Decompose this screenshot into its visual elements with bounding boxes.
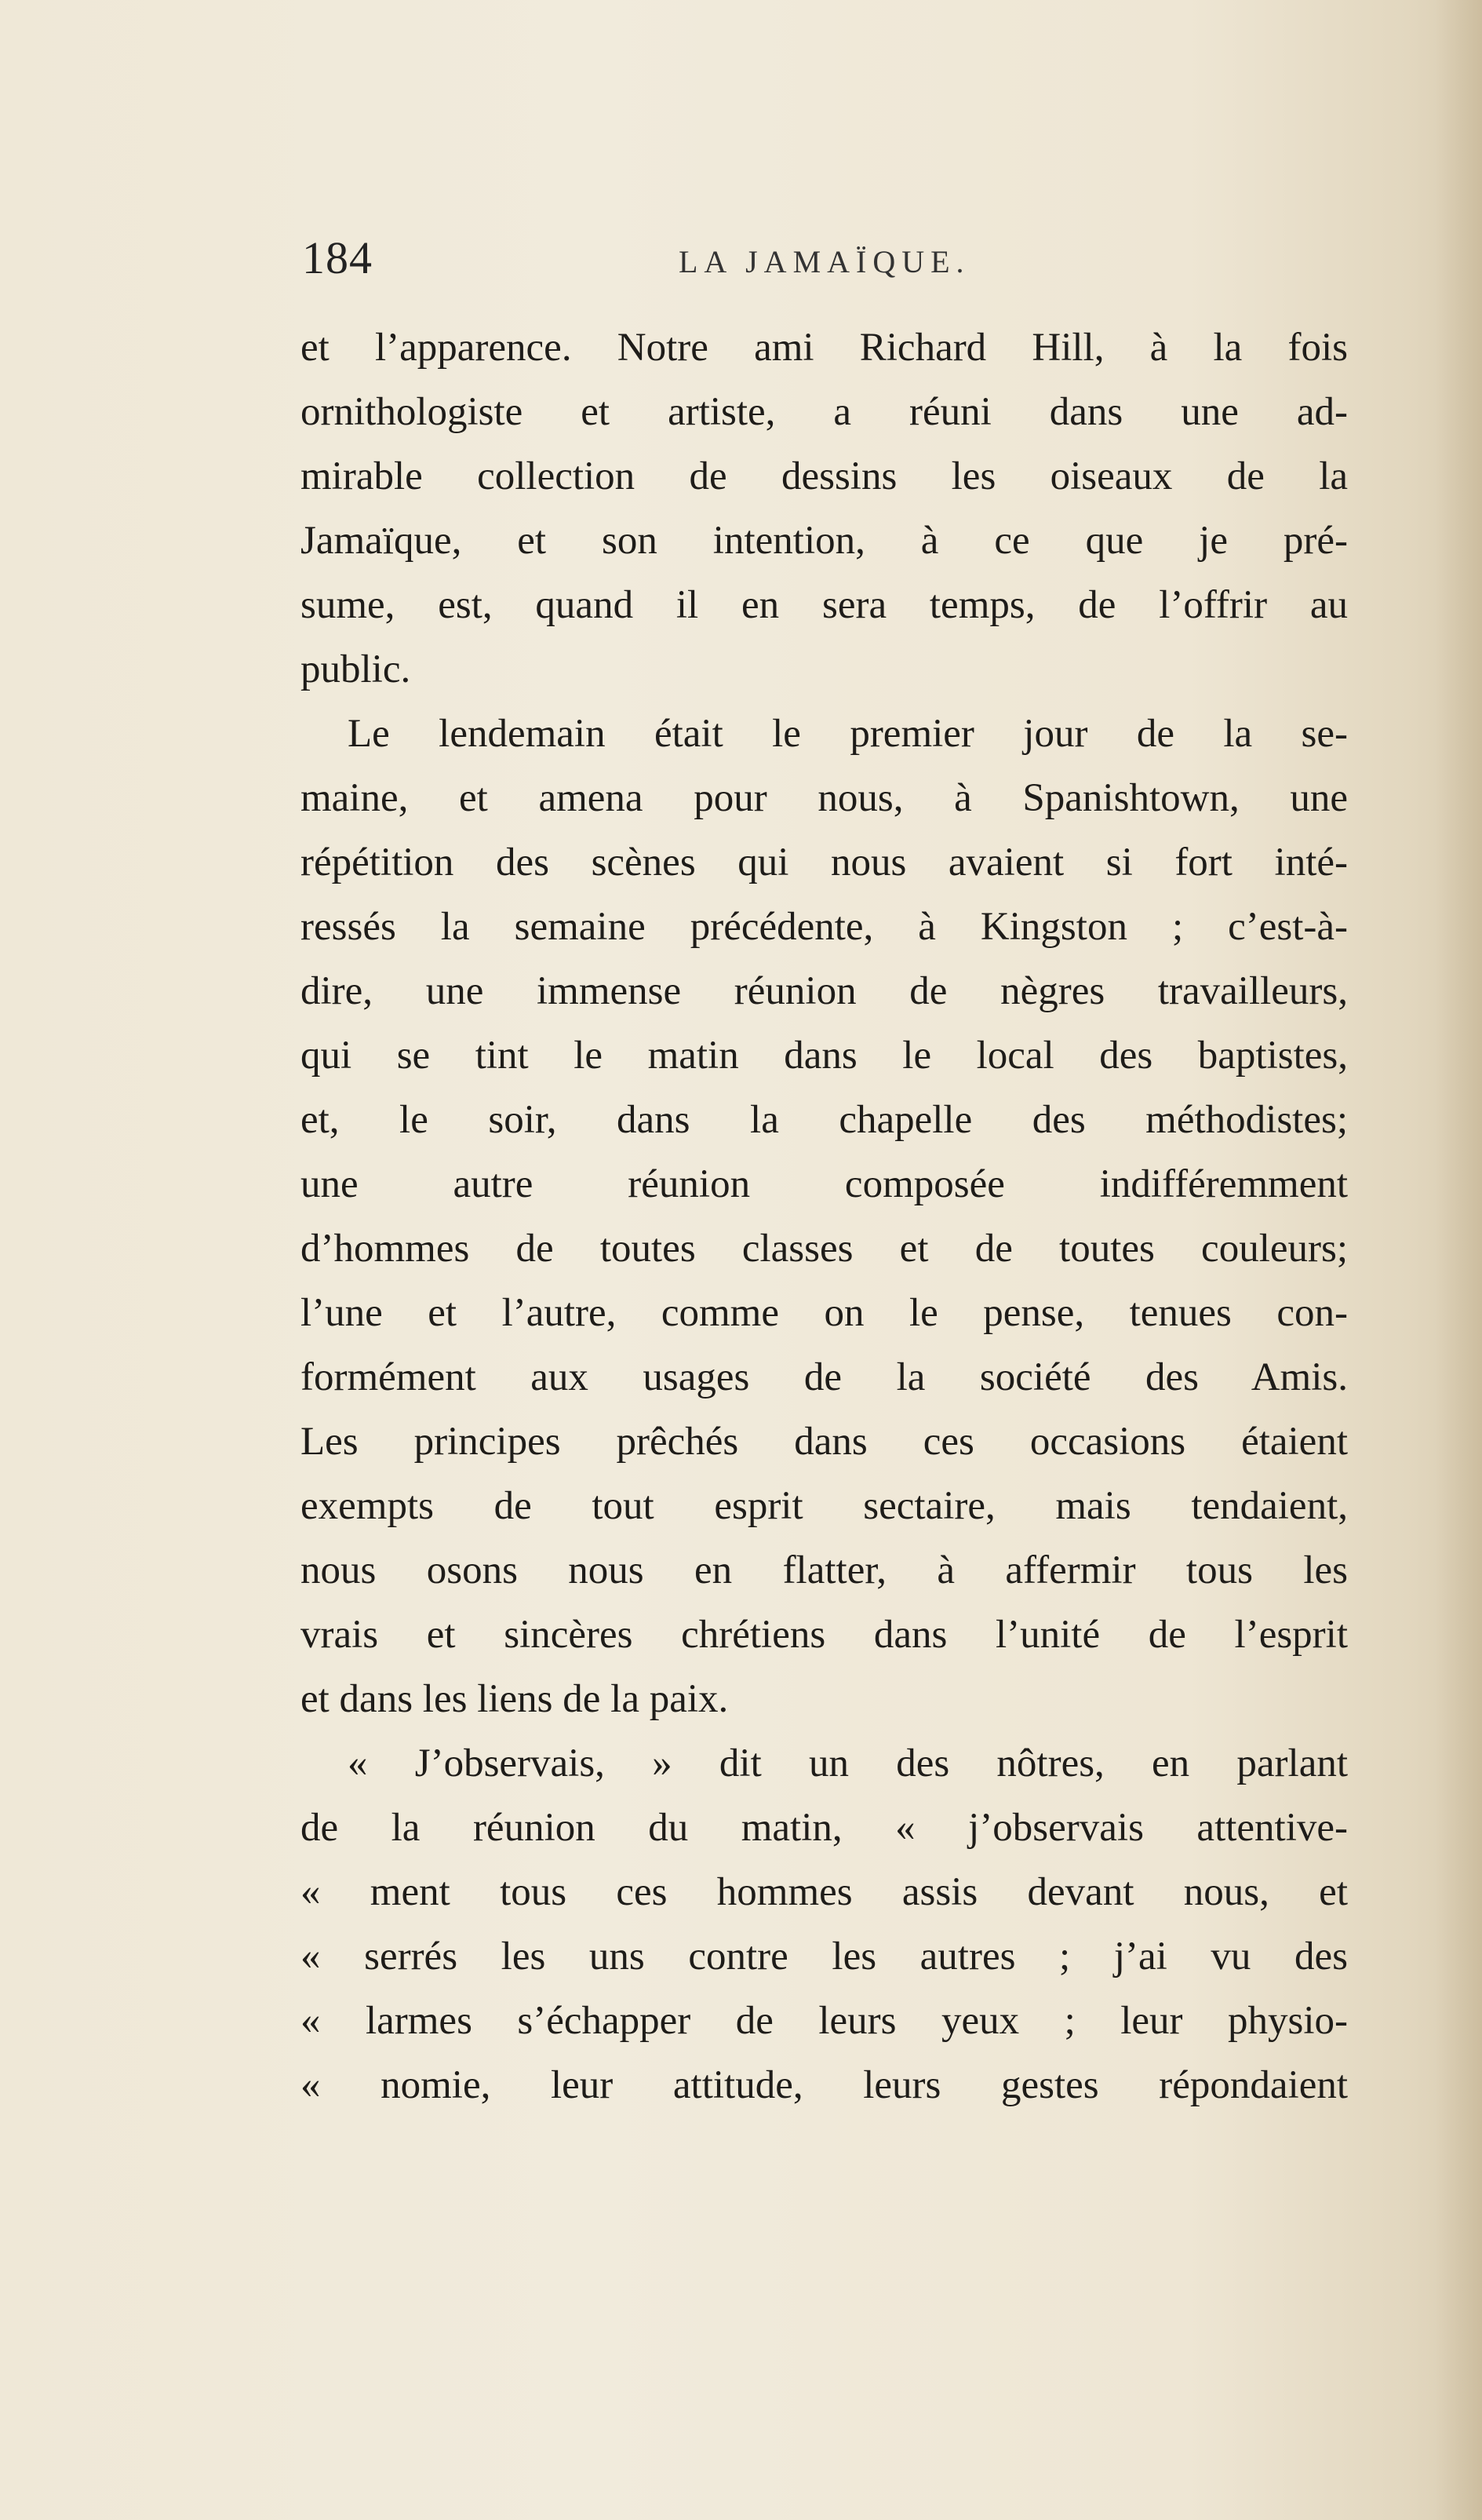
- text-line: Jamaïque, et son intention, à ce que je pré-: [300, 519, 1348, 563]
- text-line: « ment tous ces hommes assis devant nous, et: [300, 1870, 1348, 1914]
- page-edge-shadow: [1435, 0, 1482, 2520]
- page-number: 184: [302, 232, 373, 283]
- body-text: [300, 315, 1348, 2117]
- text-line: « nomie, leur attitude, leurs gestes répondaient: [300, 2063, 1348, 2107]
- text-line: une autre réunion composée indifféremment: [300, 1162, 1348, 1206]
- text-line: formément aux usages de la société des Amis.: [300, 1355, 1348, 1399]
- text-line: et l’apparence. Notre ami Richard Hill, à la fois: [300, 326, 1348, 370]
- text-line: vrais et sincères chrétiens dans l’unité de l’esprit: [300, 1613, 1348, 1657]
- text-line: public.: [300, 647, 411, 691]
- text-line: mirable collection de dessins les oiseaux de la: [300, 454, 1348, 498]
- running-title: LA JAMAÏQUE.: [679, 244, 970, 279]
- text-line: et dans les liens de la paix.: [300, 1677, 729, 1721]
- text-line: et, le soir, dans la chapelle des méthodistes;: [300, 1098, 1348, 1142]
- text-line: « J’observais, » dit un des nôtres, en parlant: [348, 1741, 1348, 1785]
- text-line: de la réunion du matin, « j’observais attentive-: [300, 1806, 1348, 1850]
- text-line: sume, est, quand il en sera temps, de l’offrir au: [300, 583, 1348, 627]
- text-line: « serrés les uns contre les autres ; j’ai vu des: [300, 1935, 1348, 1978]
- text-line: Les principes prêchés dans ces occasions étaient: [300, 1420, 1348, 1464]
- text-line: « larmes s’échapper de leurs yeux ; leur physio-: [300, 1999, 1348, 2043]
- text-line: Le lendemain était le premier jour de la se-: [348, 712, 1348, 756]
- text-line: maine, et amena pour nous, à Spanishtown, une: [300, 776, 1348, 820]
- text-line: qui se tint le matin dans le local des baptistes,: [300, 1034, 1348, 1078]
- text-line: dire, une immense réunion de nègres travailleurs,: [300, 969, 1348, 1013]
- text-line: ornithologiste et artiste, a réuni dans une ad-: [300, 390, 1348, 434]
- text-line: exempts de tout esprit sectaire, mais tendaient,: [300, 1484, 1348, 1528]
- text-line: nous osons nous en flatter, à affermir tous les: [300, 1548, 1348, 1592]
- text-line: l’une et l’autre, comme on le pense, tenues con-: [300, 1291, 1348, 1335]
- text-line: répétition des scènes qui nous avaient si fort inté-: [300, 841, 1348, 884]
- text-line: d’hommes de toutes classes et de toutes couleurs;: [300, 1227, 1348, 1271]
- text-line: ressés la semaine précédente, à Kingston ; c’est-à-: [300, 905, 1348, 949]
